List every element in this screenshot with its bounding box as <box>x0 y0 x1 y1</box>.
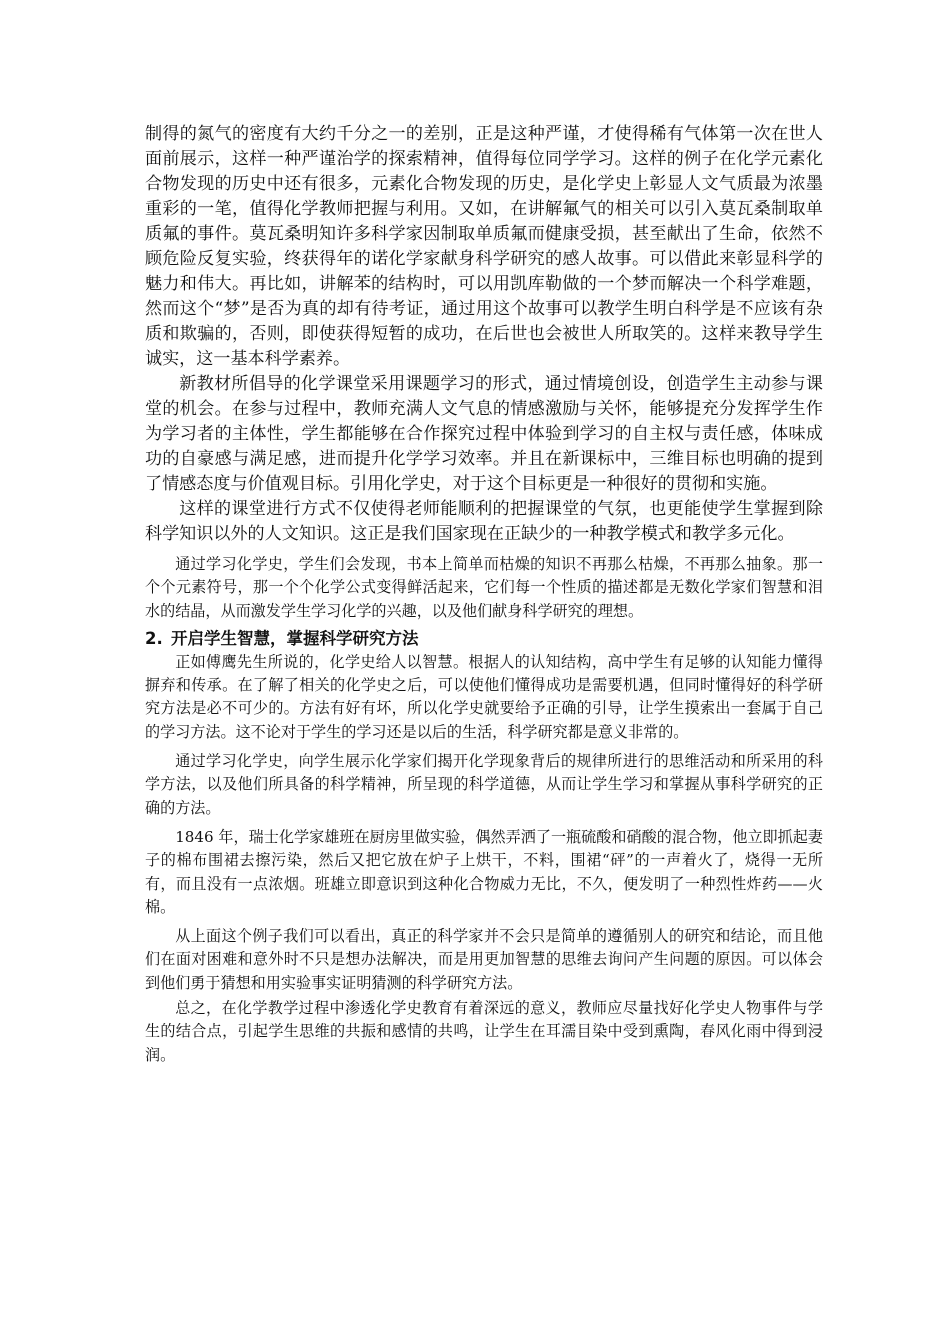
paragraph-scientific-methods: 通过学习化学史，向学生展示化学家们揭开化学现象背后的规律所进行的思维活动和所采用的科学方法，以及他们所具备的科学精神，所呈现的科学道德，从而让学生学习和掌握从事科学研究的正确的方法。 <box>145 752 823 817</box>
section-heading-number: 2. <box>145 628 163 648</box>
section-one-continued <box>145 122 823 547</box>
section-two-body <box>145 651 823 1067</box>
section-heading-title: 开启学生智慧，掌握科学研究方法 <box>171 628 419 648</box>
section-one-summary <box>145 553 823 623</box>
section-heading <box>145 627 823 651</box>
paragraph-new-curriculum: 新教材所倡导的化学课堂采用课题学习的形式，通过情境创设，创造学生主动参与课堂的机会。在参与过程中，教师充满人文气息的情感激励与关怀，能够提充分发挥学生作为学习者的主体性，学生都能够在合作探究过程中体验到学习的自主权与责任感，体味成功的自豪感与满足感，进而提升化学学习效率。并且在新课标中，三维目标也明确的提到了情感态度与价值观目标。引用化学史，对于这个目标更是一种很好的贯彻和实施。 <box>145 374 823 494</box>
document-page <box>145 122 823 1067</box>
paragraph-guncotton-story: 1846 年，瑞士化学家雄班在厨房里做实验，偶然弄洒了一瓶硫酸和硝酸的混合物，他立即抓起妻子的棉布围裙去擦污染，然后又把它放在炉子上烘干，不料，围裙“砰”的一声着火了，烧得一无所有，而且没有一点浓烟。班雄立即意识到这种化合物威力无比，不久，便发明了一种烈性炸药——火棉。 <box>145 827 823 916</box>
paragraph-conclusion: 总之，在化学教学过程中渗透化学史教育有着深远的意义，教师应尽量找好化学史人物事件与学生的结合点，引起学生思维的共振和感情的共鸣，让学生在耳濡目染中受到熏陶，春风化雨中得到浸润。 <box>145 999 823 1064</box>
paragraph-fu-ying: 正如傅鹰先生所说的，化学史给人以智慧。根据人的认知结构，高中学生有足够的认知能力懂得摒弃和传承。在了解了相关的化学史之后，可以使他们懂得成功是需要机遇，但同时懂得好的科学研究方法是必不可少的。方法有好有坏，所以化学史就要给予正确的引导，让学生摸索出一套属于自己的学习方法。这不论对于学生的学习还是以后的生活，科学研究都是意义非常的。 <box>145 652 823 741</box>
paragraph-learning-history: 通过学习化学史，学生们会发现，书本上简单而枯燥的知识不再那么枯燥，不再那么抽象。那一个个元素符号，那一个个化学公式变得鲜活起来，它们每一个性质的描述都是无数化学家们智慧和泪水的结晶，从而激发学生学习化学的兴趣，以及他们献身科学研究的理想。 <box>145 555 823 620</box>
paragraph-classroom-mode: 这样的课堂进行方式不仅使得老师能顺利的把握课堂的气氛，也更能使学生掌握到除科学知识以外的人文知识。这正是我们国家现在正缺少的一种教学模式和教学多元化。 <box>145 499 823 544</box>
paragraph-example-analysis: 从上面这个例子我们可以看出，真正的科学家并不会只是简单的遵循别人的研究和结论，而且他们在面对困难和意外时不只是想办法解决，而是用更加智慧的思维去询问产生问题的原因。可以体会到他们勇于猜想和用实验事实证明猜测的科学研究方法。 <box>145 927 823 992</box>
paragraph-examples: 制得的氮气的密度有大约千分之一的差别，正是这种严谨，才使得稀有气体第一次在世人面前展示，这样一种严谨治学的探索精神，值得每位同学学习。这样的例子在化学元素化合物发现的历史中还有很多，元素化合物发现的历史，是化学史上彰显人文气质最为浓墨重彩的一笔，值得化学教师把握与利用。又如，在讲解氟气的相关可以引入莫瓦桑制取单质氟的事件。莫瓦桑明知许多科学家因制取单质氟而健康受损，甚至献出了生命，依然不顾危险反复实验，终获得年的诺化学家献身科学研究的感人故事。可以借此来彰显科学的魅力和伟大。再比如，讲解苯的结构时，可以用凯库勒做的一个梦而解决一个科学难题，然而这个“梦”是否为真的却有待考证，通过用这个故事可以教学生明白科学是不应该有杂质和欺骗的，否则，即使获得短暂的成功，在后世也会被世人所取笑的。这样来教导学生诚实，这一基本科学素养。 <box>145 124 823 369</box>
